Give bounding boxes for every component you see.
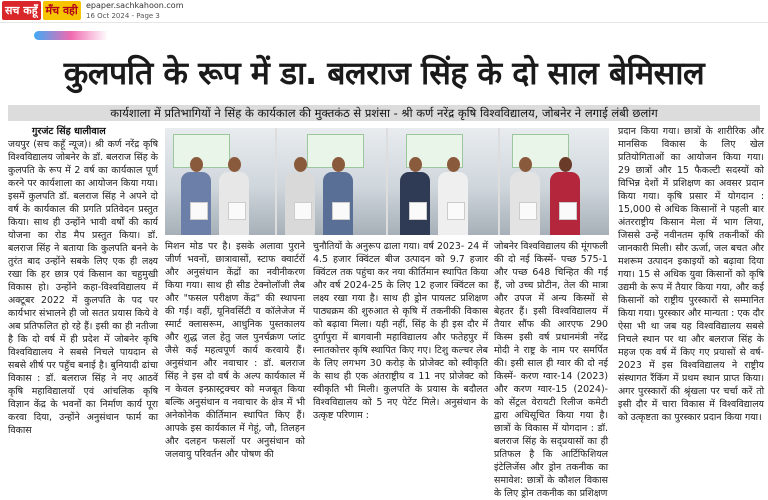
photo-panel-1 xyxy=(165,128,275,235)
person-figure xyxy=(179,157,213,235)
column-1-text: जयपुर (सच कहूँ न्यूज)। श्री कर्ण नरेंद्र कृषि विश्वविद्यालय जोबनेर के डॉ. बलराज सिंह के कुलपति के रूप में 2 वर्ष का कार्यकाल पूर्ण करने पर कार्यशाला का आयोजन किया गया। इसमें कुलपति डॉ. बलराज सिंह ने अपने दो वर्ष के कार्यकाल की प्रगति प्रतिवेदन प्रस्तुत किया। साथ ही उन्होंने भावी वर्षों की कार्य योजना का रोड मैप प्रस्तुत किया। डॉ. बलराज सिंह ने बताया कि कुलपति बनने के तुरंत बाद उन्होंने सबके लिए एक ही लक्ष्य रखा कि हर छात्र एवं किसान का चहुमुखी विकास हो। उन्होंने कहा-विश्वविद्यालय में अक्टूबर 2022 में कुलपति के पद पर कार्यभार संभालने ही जो सतत प्रयास किये वे अब प्रतिफलित हो रहे हैं। इसी का ही नतीजा है कि दो वर्ष में ही प्रदेश में जोबनेर कृषि विश्वविद्यालय ने सबसे निचले पायदान से सबसे शीर्ष पर पहुँच बनाई है। बुनियादी ढांचा विकास : डॉ. बलराज सिंह ने नए आठवें कृषि महाविद्यालयों एवं आंचलिक कृषि विज्ञान केंद्र के भवनों का निर्माण कार्य पूरा करवा दिया, उन्होंने अनुसंधान फार्म का विकास xyxy=(8,139,158,436)
masthead-bar xyxy=(0,0,768,23)
headline: कुलपति के रूप में डा. बलराज सिंह के दो साल बेमिसाल xyxy=(63,54,705,92)
byline: गुरजंट सिंह धालीवाल xyxy=(32,126,106,137)
date-page: 16 Oct 2024 - Page 3 xyxy=(86,12,160,20)
person-figure xyxy=(217,157,251,235)
site-info xyxy=(86,1,184,21)
photo-panel-3 xyxy=(388,128,498,235)
logo-part-1: सच कहूँ xyxy=(2,1,41,20)
person-figure xyxy=(548,157,582,235)
person-figure xyxy=(508,157,542,235)
photo-panel-4 xyxy=(500,128,610,235)
column-3-text: चुनौतियों के अनुरूप ढाला गया। वर्ष 2023- 24 में 4.5 हजार क्विंटल बीज उत्पादन को 9.7 हजार क्विंटल तक पहुंचा कर नया कीर्तिमान स्थापित किया और वर्ष 2024-25 के लिए 12 हजार क्विंटल का लक्ष्य रखा गया है। साथ ही ड्रोन पायलट प्रशिक्षण पाठ्यक्रम की शुरुआत से कृषि में तकनीकी विकास को बढ़ावा मिला। यही नहीं, सिंह के ही इस दौर में दुर्गापुरा में बागवानी महाविद्यालय और फतेहपुर में स्नातकोत्तर कृषि स्थापित किए गए। टिशु कल्चर लेब के लिए लगभग 30 करोड़ के प्रोजेक्ट को स्वीकृति के साथ ही एक अंतराष्ट्रीय व 11 नए प्रोजेक्ट को स्वीकृति भी मिली। कुलपति के प्रयास के बदौलत विश्वविद्यालय को 5 नए पेटेंट मिले। अनुसंधान के उत्कृष्ट परिणाम : xyxy=(313,241,488,421)
logo-part-2: मँच वही xyxy=(43,1,81,20)
article-column-1 xyxy=(8,125,158,464)
person-figure xyxy=(321,157,355,235)
article-column-5 xyxy=(618,125,764,464)
decorative-stripe xyxy=(34,31,126,40)
person-figure xyxy=(436,157,470,235)
article-column-2 xyxy=(165,240,305,464)
article-column-3 xyxy=(313,240,488,464)
column-4-text: जोबनेर विश्वविद्यालय की मूंगफली की दो नई किस्में- पच्छ 575-1 और पच्छ 648 चिन्हित की गई हैं, जो उच्च प्रोटीन, तेल की मात्रा और उपज में अन्य किस्मों से बेहतर हैं। इसी विश्वविद्यालय में तैयार सौंफ की आरएफ 290 किस्म इसी वर्ष प्रधानमंत्री नरेंद्र मोदी ने राष्ट्र के नाम पर समर्पित की। इसी साल ही ग्वार की दो नई किस्में- करण ग्वार-14 (2023) और करण ग्वार-15 (2024)- को सेंट्रल वेरायटी रिलीज कमेटी द्वारा अधिसूचित किया गया है। छात्रों के विकास में योगदान : डॉ. बलराज सिंह के सद्प्रयासों का ही प्रतिफल है कि आर्टिफिशियल इंटेलिजेंस और ड्रोन तकनीक का समावेश: छात्रों के कौशल विकास के लिए ड्रोन तकनीक का प्रशिक्षण xyxy=(494,241,608,499)
article-column-4 xyxy=(494,240,608,499)
column-2-text: मिशन मोड पर है। इसके अलावा पुराने जीर्ण भवनों, छात्रावासों, स्टाफ क्वार्टरों और अनुसंधान केंद्रों का नवीनीकरण किया गया। साथ ही सीड टेक्नोलॉजी लैब और "फसल परीक्षण केंद्र" की स्थापना की गई। वहीं, यूनिवर्सिटी व कॉलेजेज में स्मार्ट क्लासरूम, आधुनिक पुस्तकालय और शुद्ध जल हेतु जल पुनर्चक्रण प्लांट जैसे कई महत्वपूर्ण कार्य करवाये हैं। अनुसंधान और नवाचार : डॉ. बलराज सिंह ने इस दो वर्ष के अल्प कार्यकाल में न केवल इन्फ्रास्ट्रक्चर को मजबूत किया बल्कि अनुसंधान व नवाचार के क्षेत्र में भी अनेकोनेक कीर्तिमान स्थापित किए हैं। आपके इस कार्यकाल में गेहूं, जौ, तिलहन और दलहन फसलों पर अनुसंधान को जलवायु परिवर्तन और पोषण की xyxy=(165,241,305,460)
site-url[interactable]: epaper.sachkahoon.com xyxy=(86,1,184,10)
subheadline: कार्यशाला में प्रतिभागियों ने सिंह के कार्यकाल की मुक्तकंठ से प्रशंसा - श्री कर्ण नरेंद्र कृषि विश्वविद्यालय, जोबनेर ने लगाई लंबी छलांग xyxy=(8,105,760,121)
person-figure xyxy=(398,157,432,235)
photo-panel-2 xyxy=(277,128,387,235)
paper-logo[interactable] xyxy=(2,1,81,20)
person-figure xyxy=(283,157,317,235)
column-5-text: प्रदान किया गया। छात्रों के शारीरिक और मानसिक विकास के लिए खेल प्रतियोगिताओं का आयोजन किया गया। 29 छात्रों और 15 फैकल्टी सदस्यों को विभिन्न देशों में प्रशिक्षण का अवसर प्रदान किया गया। कृषि प्रसार में योगदान : 15,000 से अधिक किसानों ने पहली बार अंतरराष्ट्रीय किसान मेला में भाग लिया, जिससे उन्हें नवीनतम कृषि तकनीकों की जानकारी मिली। सौर ऊर्जा, जल बचत और मशरूम उत्पादन इकाइयों को बढ़ावा दिया गया। 15 से अधिक युवा किसानों को कृषि उद्यमी के रूप में तैयार किया गया, और कई किसानों को राष्ट्रीय पुरस्कारों से सम्मानित किया गया। पुरस्कार और मान्यता : एक दौर ऐसा भी था जब यह विश्वविद्यालय सबसे निचले स्थान पर था और बलराज सिंह के महज एक वर्ष में किए गए प्रयासों से वर्ष- 2023 में इस विश्वविद्यालय ने राष्ट्रीय संस्थागत रैंकिंग में प्रथम स्थान प्राप्त किया। अगर पुरस्कारों की श्रृंखला पर चर्चा करें तो इसी दौर में चारा विकास में विश्वविद्यालय को उत्कृष्टता का पुरस्कार प्रदान किया गया। xyxy=(618,126,764,423)
event-photo xyxy=(165,128,609,235)
